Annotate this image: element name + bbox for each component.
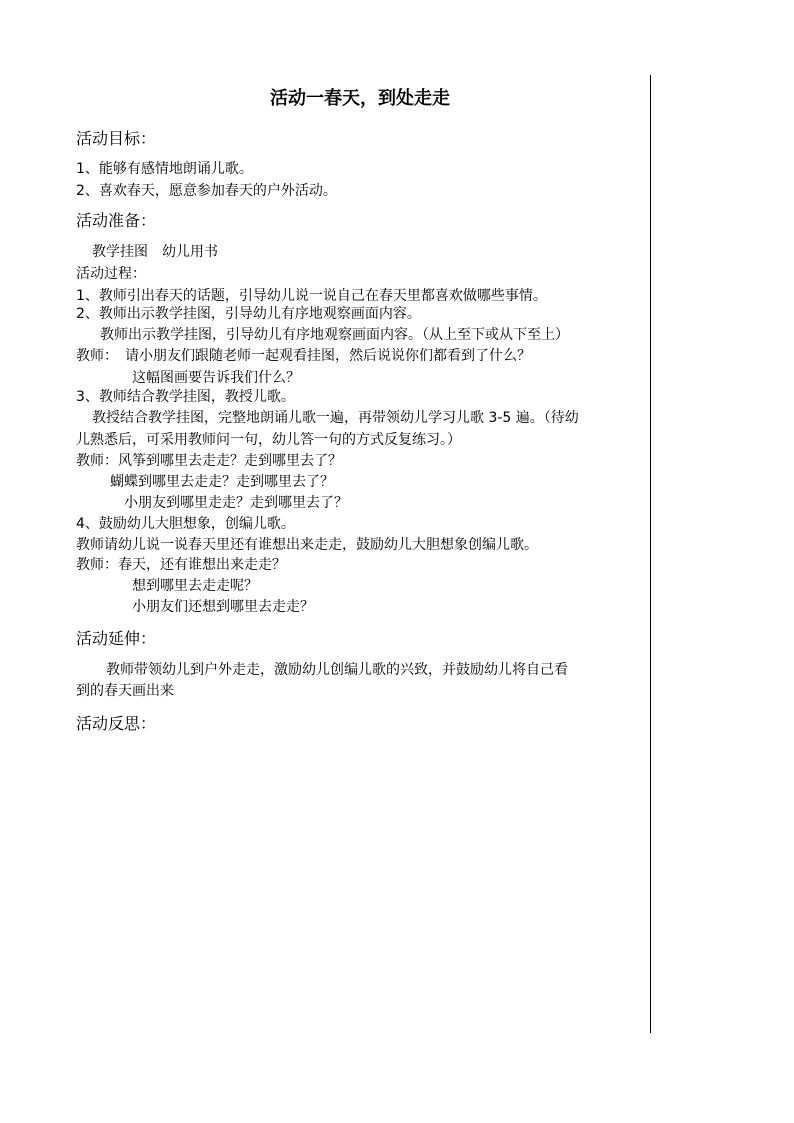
extension-line-2: 到的春天画出来 (76, 683, 174, 699)
extension-line-1: 教师带领幼儿到户外走走，激励幼儿创编儿歌的兴致，并鼓励幼儿将自己看 (106, 662, 568, 678)
right-margin-rule (650, 75, 651, 1033)
goal-item-1: 1、能够有感情地朗诵儿歌。 (76, 161, 253, 177)
process-line-2: 2、教师出示教学挂图，引导幼儿有序地观察画面内容。 (76, 306, 421, 322)
process-line-13: 教师请幼儿说一说春天里还有谁想出来走走，鼓励幼儿大胆想象创编儿歌。 (76, 537, 538, 553)
goals-heading: 活动目标： (76, 129, 157, 148)
process-line-3: 教师出示教学挂图，引导幼儿有序地观察画面内容。（从上至下或从下至上） (100, 327, 569, 343)
process-line-15: 想到哪里去走走呢？ (132, 578, 258, 594)
process-line-4: 教师： 请小朋友们跟随老师一起观看挂图，然后说说你们都看到了什么？ (76, 348, 531, 364)
process-line-5: 这幅图画要告诉我们什么？ (132, 370, 300, 386)
goal-item-2: 2、喜欢春天，愿意参加春天的户外活动。 (76, 183, 337, 199)
process-line-16: 小朋友们还想到哪里去走走？ (132, 599, 314, 615)
process-line-6: 3、教师结合教学挂图，教授儿歌。 (76, 389, 295, 405)
process-line-10: 蝴蝶到哪里去走走？走到哪里去了？ (110, 474, 334, 490)
process-line-8: 儿熟悉后，可采用教师问一句，幼儿答一句的方式反复练习。） (76, 432, 461, 448)
prep-heading: 活动准备： (76, 211, 157, 230)
prep-materials: 教学挂图 幼儿用书 (92, 244, 218, 260)
process-line-9: 教师：风筝到哪里去走走？走到哪里去了？ (76, 453, 342, 469)
process-heading: 活动过程： (76, 266, 146, 282)
page-title: 活动一春天，到处走走 (270, 88, 450, 109)
process-line-11: 小朋友到哪里走走？走到哪里去了？ (124, 495, 348, 511)
extension-heading: 活动延伸： (76, 629, 157, 648)
process-line-1: 1、教师引出春天的话题，引导幼儿说一说自己在春天里都喜欢做哪些事情。 (76, 288, 547, 304)
reflection-heading: 活动反思： (76, 714, 157, 733)
process-line-7: 教授结合教学挂图，完整地朗诵儿歌一遍，再带领幼儿学习儿歌 3-5 遍。（待幼 (92, 410, 579, 426)
process-line-14: 教师：春天，还有谁想出来走走？ (76, 557, 286, 573)
process-line-12: 4、鼓励幼儿大胆想象，创编儿歌。 (76, 516, 295, 532)
